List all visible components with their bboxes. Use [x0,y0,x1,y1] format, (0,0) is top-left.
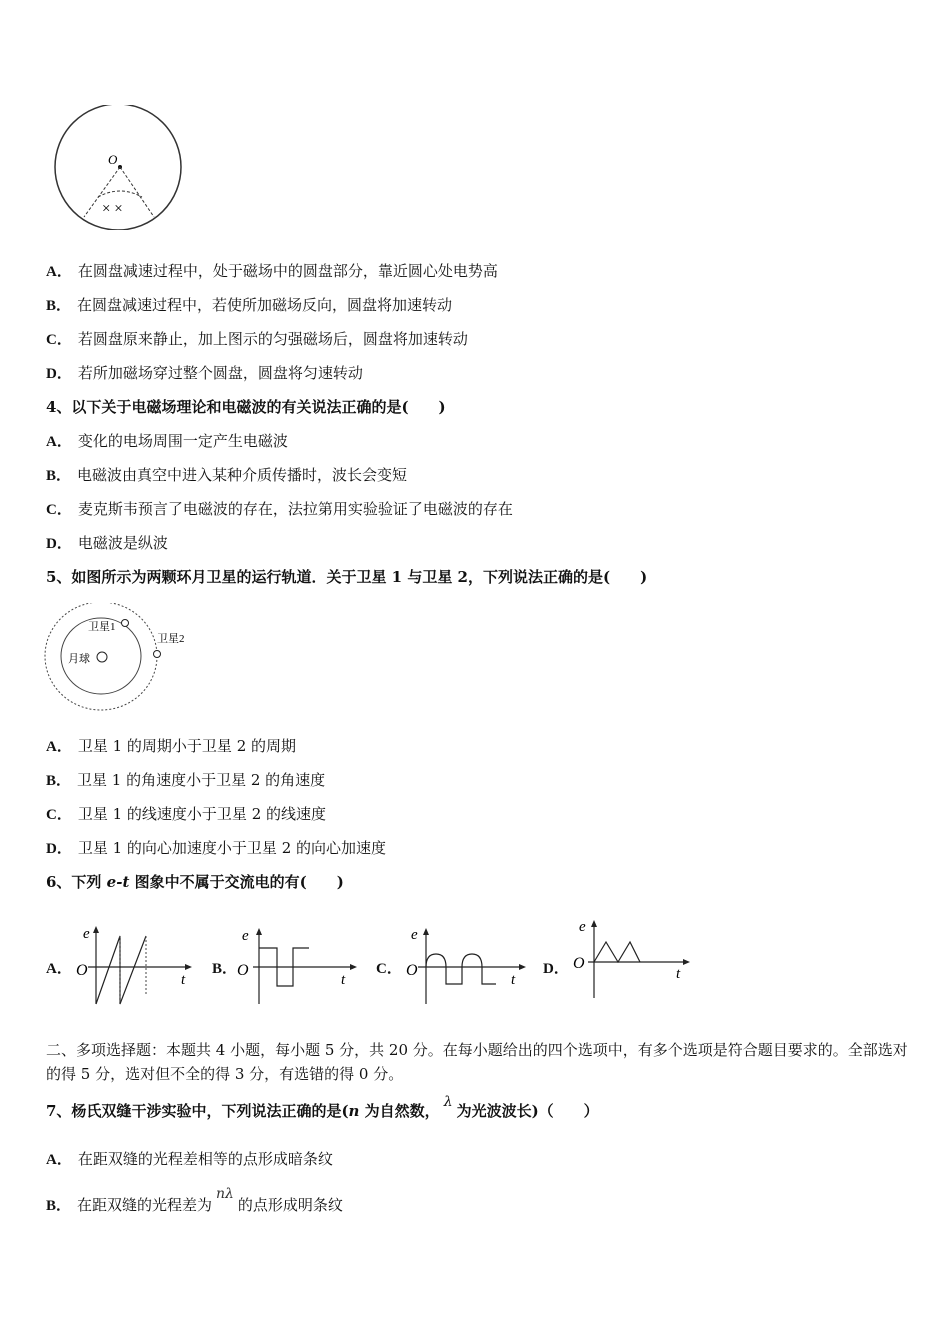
origin-label: O [406,962,418,979]
option-text: 在距双缝的光程差相等的点形成暗条纹 [77,1150,333,1168]
option-text-a: 在距双缝的光程差为 [77,1196,213,1214]
origin-label: O [573,955,585,972]
origin-label: O [237,962,249,979]
q3-option-a[interactable] [46,261,498,282]
q4-option-d[interactable] [46,533,168,554]
q5-option-c[interactable] [46,804,326,825]
y-label: e [411,927,418,943]
section-2-instructions: 二、多项选择题：本题共 4 小题，每小题 5 分，共 20 分。在每小题给出的四个选项中，有多个选项是符合题目要求的。全部选对的得 5 分，选对但不全的得 3 分，有选错的得 0 分。 [46,1041,908,1083]
option-letter: C． [46,332,72,348]
q4-option-b[interactable] [46,465,407,486]
option-text: 若圆盘原来静止，加上图示的匀强磁场后，圆盘将加速转动 [77,330,468,348]
moon-label: 月球 [68,653,90,665]
q5-option-a[interactable] [46,736,296,757]
q7-option-b[interactable] [46,1186,343,1216]
option-letter: D． [46,841,72,857]
q7-stem-c: 为光波波长)（ ） [456,1102,599,1120]
orbit-figure [44,603,194,715]
option-letter: D． [46,366,72,382]
q6-stem [46,872,344,892]
origin-label: O [76,962,88,979]
q7-stem [46,1094,599,1122]
q6-option-b-letter[interactable]: B． [212,961,238,977]
field-sector-inner-arc [98,191,142,197]
option-math: nλ [216,1186,234,1202]
option-letter: A． [46,434,72,450]
q5-stem: 5、如图所示为两颗环月卫星的运行轨道．关于卫星 1 与卫星 2，下列说法正确的是( ) [46,568,648,586]
option-letter: B． [46,298,72,314]
q4-option-a[interactable] [46,431,288,452]
q5-option-d[interactable] [46,838,386,859]
y-arrow-icon [591,920,597,927]
option-text: 若所加磁场穿过整个圆盘，圆盘将匀速转动 [77,364,363,382]
q6-graph-c[interactable] [404,922,529,1010]
option-text: 变化的电场周围一定产生电磁波 [77,432,288,450]
sawtooth-wave [96,936,146,1004]
x-label: t [511,972,516,988]
option-text: 电磁波是纵波 [77,534,168,552]
q7-stem-a: 7、杨氏双缝干涉实验中，下列说法正确的是( [46,1102,349,1120]
y-arrow-icon [256,928,262,935]
satellite-2-icon [154,651,161,658]
satellite-2-label: 卫星2 [157,633,185,645]
q7-option-a[interactable] [46,1149,333,1170]
field-sector-right-edge [120,167,154,217]
y-label: e [242,928,249,944]
disk-figure [50,105,185,230]
option-text: 在圆盘减速过程中，处于磁场中的圆盘部分，靠近圆心处电势高 [77,262,498,280]
option-letter: B． [46,773,72,789]
q7-lambda: λ [443,1094,453,1110]
option-text-b: 的点形成明条纹 [237,1196,343,1214]
x-arrow-icon [185,964,192,970]
option-text: 卫星 1 的角速度小于卫星 2 的角速度 [77,771,326,789]
rectified-wave [426,954,496,984]
option-letter: A． [46,264,72,280]
y-arrow-icon [423,928,429,935]
q6-stem-prefix: 6、下列 [46,873,107,891]
option-letter: D． [46,536,72,552]
y-label: e [83,926,90,942]
option-letter: B． [46,1198,72,1214]
option-letter: A． [46,739,72,755]
q5-option-b[interactable] [46,770,325,791]
satellite-1-icon [122,620,129,627]
y-label: e [579,919,586,935]
option-letter: A． [46,1152,72,1168]
disk-center-label: O [108,152,118,167]
q6-graph-d[interactable] [568,912,693,1000]
q6-stem-var: e-t [106,873,130,891]
option-letter: C． [46,807,72,823]
q3-option-c[interactable] [46,329,468,350]
x-label: t [676,966,681,982]
q3-option-b[interactable] [46,295,452,316]
x-label: t [341,972,346,988]
option-text: 在圆盘减速过程中，若使所加磁场反向，圆盘将加速转动 [77,296,453,314]
q6-graph-b[interactable] [235,922,360,1010]
q4-stem: 4、以下关于电磁场理论和电磁波的有关说法正确的是( ) [46,398,446,416]
q3-option-d[interactable] [46,363,363,384]
field-marks: × × [102,201,123,217]
x-arrow-icon [683,959,690,965]
option-text: 电磁波由真空中进入某种介质传播时，波长会变短 [77,466,408,484]
q7-stem-n: n [348,1102,360,1120]
satellite-1-label: 卫星1 [88,621,116,633]
x-label: t [181,972,186,988]
q6-option-d-letter[interactable]: D． [543,961,569,977]
moon-icon [97,652,107,662]
q6-graph-a[interactable] [70,922,195,1010]
q6-option-c-letter[interactable]: C． [376,961,402,977]
y-arrow-icon [93,926,99,933]
q4-option-c[interactable] [46,499,513,520]
option-letter: C． [46,502,72,518]
option-text: 卫星 1 的周期小于卫星 2 的周期 [77,737,297,755]
q6-stem-suffix: 图象中不属于交流电的有( ) [129,873,344,891]
option-letter: B． [46,468,72,484]
x-arrow-icon [350,964,357,970]
option-text: 卫星 1 的线速度小于卫星 2 的线速度 [77,805,327,823]
q7-stem-b: 为自然数， [359,1102,440,1120]
q6-option-a-letter[interactable]: A． [46,961,72,977]
option-text: 卫星 1 的向心加速度小于卫星 2 的向心加速度 [77,839,387,857]
triangle-wave [594,942,640,962]
option-text: 麦克斯韦预言了电磁波的存在，法拉第用实验验证了电磁波的存在 [77,500,513,518]
x-arrow-icon [519,964,526,970]
